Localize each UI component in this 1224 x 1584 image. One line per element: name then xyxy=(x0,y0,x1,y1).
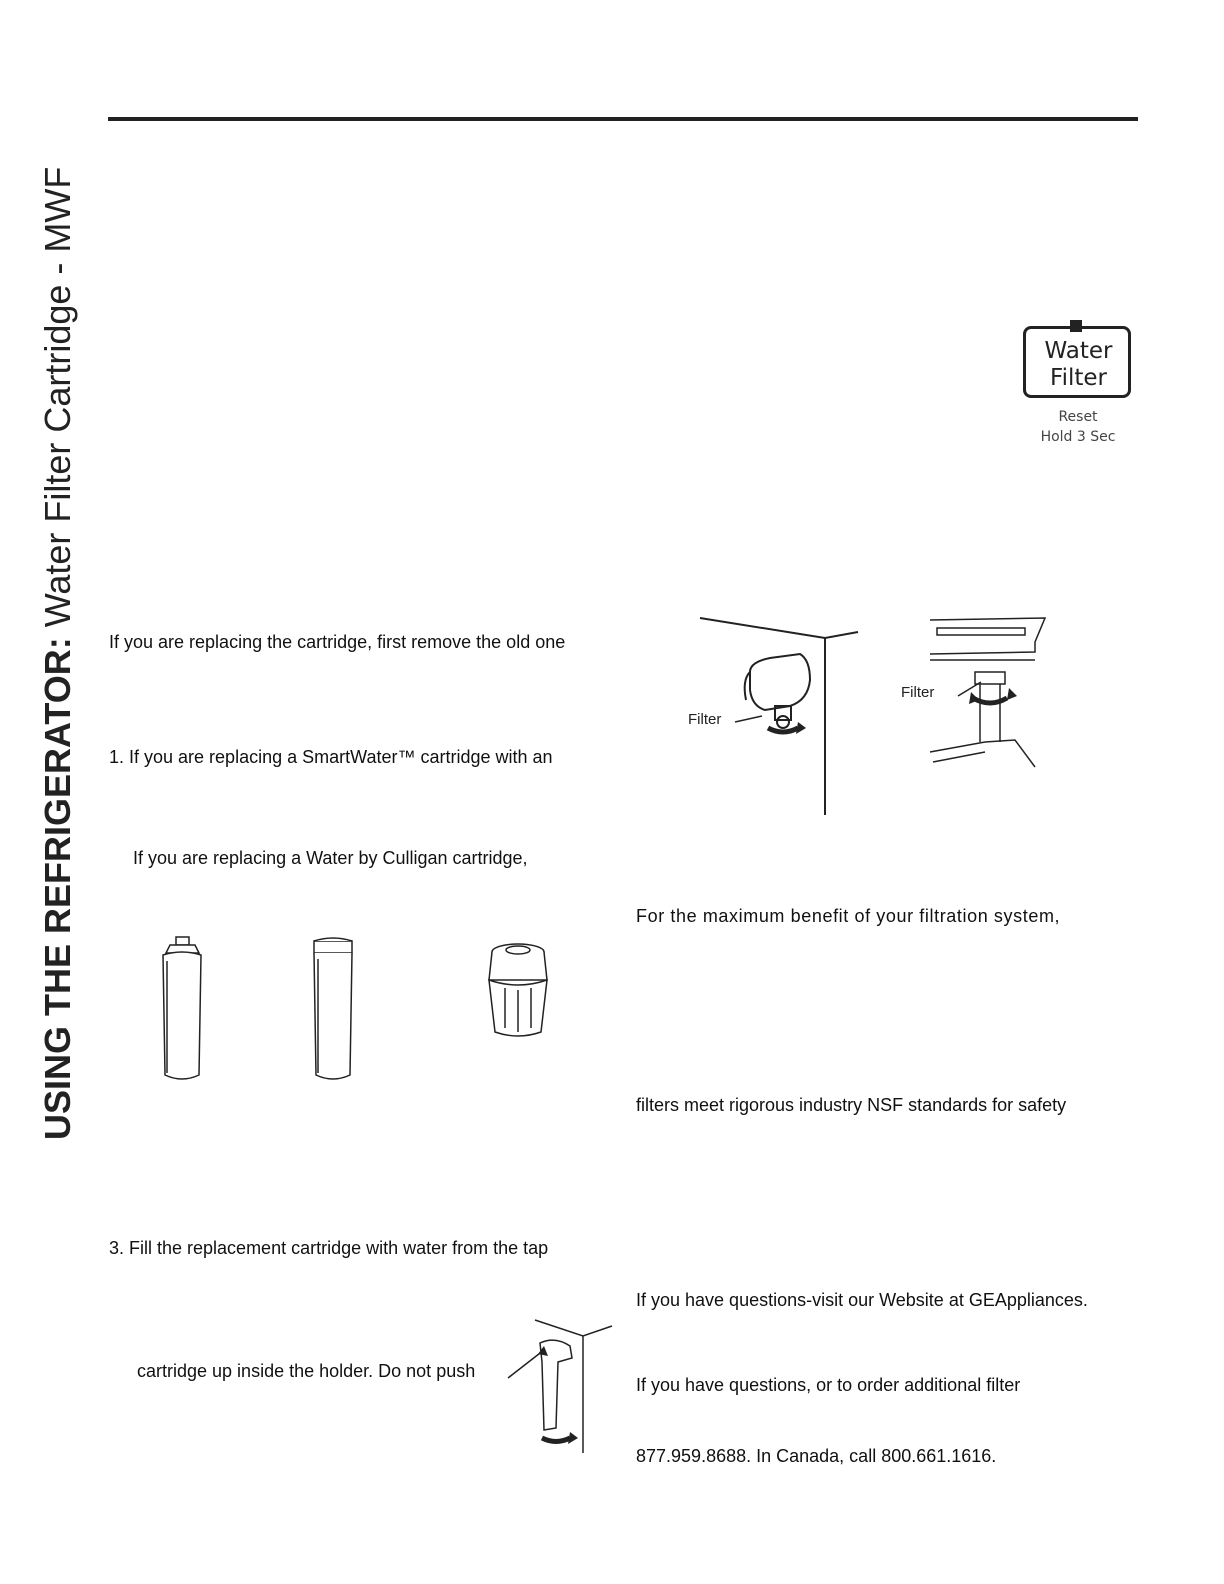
holder-illustration xyxy=(500,1318,615,1458)
section-title-normal: Water Filter Cartridge - MWF xyxy=(37,166,78,638)
nsf-paragraph: filters meet rigorous industry NSF standards for safety xyxy=(636,1095,1067,1115)
header-rule xyxy=(108,117,1138,121)
order-paragraph: If you have questions, or to order additional filter xyxy=(636,1375,1021,1395)
filter-illustration-right xyxy=(925,612,1055,774)
filter-label-left: Filter xyxy=(688,711,722,728)
smartwater-cartridge-icon xyxy=(155,935,210,1085)
push-paragraph: cartridge up inside the holder. Do not push xyxy=(137,1361,476,1381)
culligan-cartridge-icon xyxy=(306,935,361,1085)
step-1: 1. If you are replacing a SmartWater™ cartridge with an xyxy=(109,747,553,767)
remove-old-paragraph: If you are replacing the cartridge, first remove the old one xyxy=(109,632,566,652)
step-3: 3. Fill the replacement cartridge with water from the tap xyxy=(109,1238,549,1258)
reset-caption-2: Hold 3 Sec xyxy=(1040,429,1116,445)
reset-caption-1: Reset xyxy=(1058,409,1098,425)
phone-paragraph: 877.959.8688. In Canada, call 800.661.1616. xyxy=(636,1446,997,1466)
mwf-cartridge-icon xyxy=(483,940,553,1042)
reset-button-line1: Water xyxy=(1044,338,1113,364)
culligan-paragraph: If you are replacing a Water by Culligan cartridge, xyxy=(133,848,528,868)
filter-label-right: Filter xyxy=(901,684,935,701)
benefit-paragraph: For the maximum benefit of your filtration system, xyxy=(636,906,1061,926)
reset-button-line2: Filter xyxy=(1050,365,1107,391)
side-section-title xyxy=(37,166,78,1140)
indicator-light-icon xyxy=(1070,320,1082,332)
website-paragraph: If you have questions-visit our Website at GEAppliances. xyxy=(636,1290,1088,1310)
section-title-bold: USING THE REFRIGERATOR: xyxy=(37,637,78,1140)
